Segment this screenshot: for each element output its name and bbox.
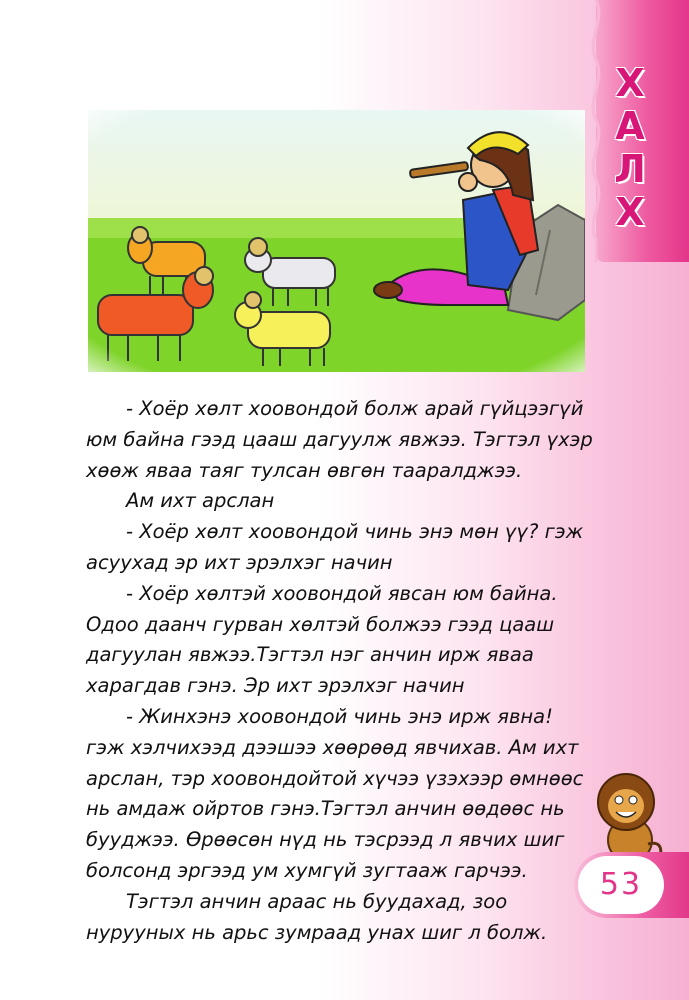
story-line: нурууных нь арьс зумраад унах шиг л болж. [86, 920, 548, 944]
section-title-letter: Х [615, 61, 645, 105]
story-line: Ам ихт арслан [126, 489, 275, 513]
story-line: асуухад эр ихт эрэлхэг начин [86, 550, 393, 574]
section-title-letter: Х [615, 190, 645, 234]
page-number-tab [574, 852, 689, 918]
story-line: дагуулан явжээ.Тэгтэл нэг анчин ирж яваа [86, 643, 534, 667]
story-line: Тэгтэл анчин араас нь буудахад, зоо [126, 889, 508, 913]
lion-icon [590, 770, 668, 865]
story-line: бууджээ. Өрөөсөн нүд нь тэсрээд л явчих шиг [86, 828, 565, 852]
story-line: - Хоёр хөлт хоовондой чинь энэ мөн үү? гэж [126, 520, 584, 544]
story-line: юм байна гээд цааш дагуулж явжээ. Тэгтэл үхэр [86, 427, 593, 451]
section-title-letter: Л [614, 147, 646, 191]
story-line: арслан, тэр хоовондойтой хүчээ үзэхээр өмнөөс [86, 766, 584, 790]
story-line: - Хоёр хөлтэй хоовондой явсан юм байна. [126, 581, 558, 605]
story-text [86, 394, 593, 948]
page-number: 53 [578, 856, 664, 914]
story-line: гэж хэлчихээд дээшээ хөөрөөд явчихав. Ам ихт [86, 735, 579, 759]
story-line: - Жинхэнэ хоовондой чинь энэ ирж явна! [126, 704, 553, 728]
story-illustration [88, 110, 585, 372]
story-line: хөөж яваа таяг тулсан өвгөн тааралджээ. [86, 458, 523, 482]
section-title-letter: А [615, 104, 645, 148]
section-title [600, 62, 660, 234]
story-line: харагдав гэнэ. Эр ихт эрэлхэг начин [86, 674, 465, 698]
story-line: - Хоёр хөлт хоовондой болж арай гүйцээгүй [126, 397, 584, 420]
story-line: Одоо даанч гурван хөлтэй болжээ гээд цааш [86, 612, 555, 636]
story-line: болсонд эргээд ум хумгүй зугтааж гарчээ. [86, 858, 528, 882]
story-line: нь амдаж ойртов гэнэ.Тэгтэл анчин өөдөөс нь [86, 797, 565, 821]
